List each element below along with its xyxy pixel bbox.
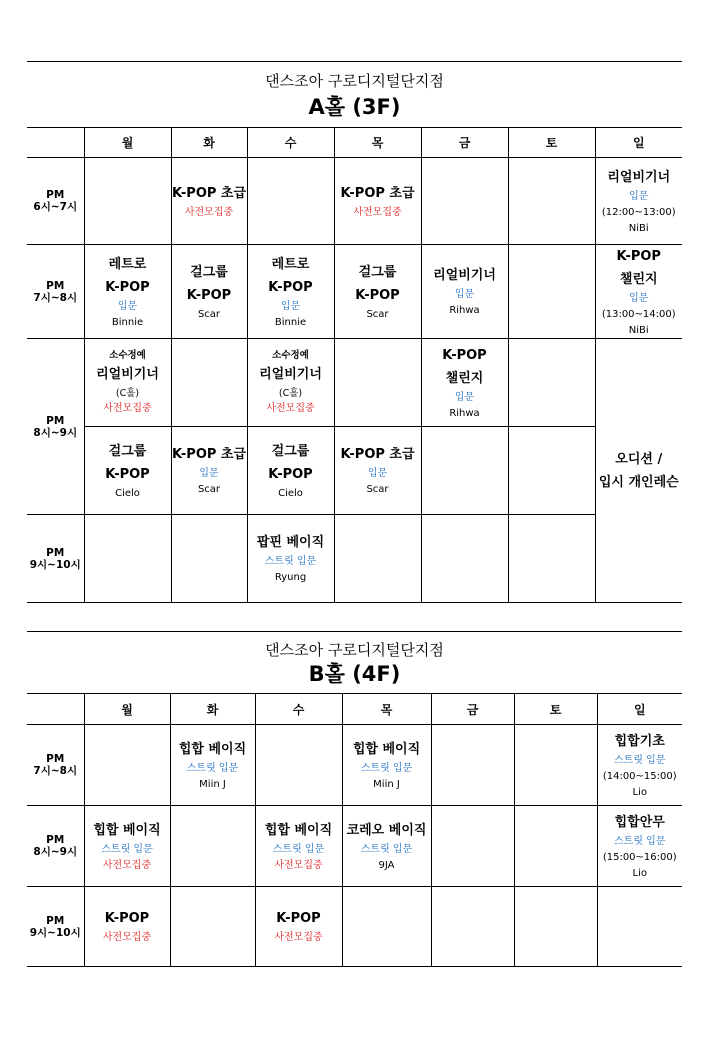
- class-cell: [247, 245, 334, 339]
- time-label-range: 8시~9시: [33, 426, 78, 439]
- time-label-range: 6시~7시: [33, 201, 78, 213]
- class-instructor: Lio: [632, 867, 647, 879]
- class-name: K-POP: [186, 287, 232, 303]
- section-b-top-rule: [27, 631, 682, 632]
- class-name: 걸그룹: [271, 443, 310, 459]
- section-b-subtitle: 댄스조아 구로디지털단지점: [265, 641, 444, 659]
- time-row: [27, 806, 682, 887]
- time-slot-cell: [27, 158, 84, 245]
- day-wed: 수: [247, 128, 334, 158]
- day-sun: 일: [597, 694, 682, 725]
- section-b-title: B홀 (4F): [308, 662, 401, 686]
- class-cell: [84, 245, 171, 339]
- empty-cell: [421, 158, 508, 245]
- class-room-note: (C홀): [115, 388, 140, 399]
- time-label-pm: PM: [46, 279, 65, 292]
- class-name: 리얼비기너: [607, 169, 671, 185]
- time-label-range: 7시~8시: [33, 765, 78, 777]
- time-label-pm: PM: [46, 834, 65, 846]
- class-name: 리얼비기너: [259, 367, 322, 382]
- class-name: 챌린지: [445, 370, 484, 386]
- class-status: 사전모집중: [274, 859, 323, 871]
- section-a-title: A홀 (3F): [308, 95, 401, 119]
- empty-cell: [597, 887, 682, 967]
- class-instructor: Lio: [632, 786, 647, 798]
- class-name: 걸그룹: [358, 264, 397, 280]
- time-row: [27, 725, 682, 806]
- class-cell: [255, 887, 342, 967]
- class-level: 스트릿 입문: [101, 843, 153, 855]
- time-label-pm: PM: [46, 414, 65, 427]
- day-sat: 토: [514, 694, 597, 725]
- class-name: 힙합기초: [614, 733, 665, 749]
- empty-cell: [508, 245, 595, 339]
- time-slot-cell: [27, 515, 84, 603]
- class-cell: [171, 245, 247, 339]
- time-row: [27, 427, 682, 515]
- class-name: K-POP: [616, 248, 661, 264]
- class-cell: [342, 806, 431, 887]
- class-instructor: Binnie: [274, 316, 307, 328]
- class-instructor: Scar: [197, 484, 221, 495]
- empty-cell: [431, 725, 514, 806]
- class-level: 스트릿 입문: [272, 843, 325, 855]
- time-slot-cell: [27, 806, 84, 887]
- day-fri: 금: [421, 128, 508, 158]
- class-level: 스트릿 입문: [360, 762, 413, 774]
- time-slot-cell: [27, 725, 84, 806]
- class-name: K-POP: [442, 347, 487, 363]
- class-name: 걸그룹: [190, 264, 228, 280]
- time-slot-cell: [27, 887, 84, 967]
- class-cell: [595, 158, 682, 245]
- class-level: 입문: [454, 391, 475, 403]
- class-cell: [597, 725, 682, 806]
- class-level: 스트릿 입문: [264, 556, 317, 567]
- class-name: K-POP 초급: [171, 447, 247, 462]
- class-time: (12:00~13:00): [601, 206, 676, 218]
- corner-cell: [27, 128, 84, 158]
- class-level: 입문: [280, 300, 301, 312]
- class-level: 입문: [367, 468, 388, 479]
- class-cell: [171, 158, 247, 245]
- class-instructor: 9JA: [378, 859, 395, 871]
- time-label-range: 9시~10시: [29, 926, 81, 939]
- time-row: [27, 887, 682, 967]
- day-header-row: [27, 128, 682, 158]
- class-level: 입문: [454, 289, 475, 300]
- class-cell: [334, 158, 421, 245]
- time-label-range: 7시~8시: [33, 291, 78, 304]
- empty-cell: [171, 339, 247, 427]
- section-b-hall: [27, 630, 682, 975]
- class-status: 사전모집중: [184, 206, 234, 218]
- class-level: 입문: [117, 300, 138, 312]
- day-tue: 화: [170, 694, 255, 725]
- class-name: 리얼비기너: [96, 367, 159, 382]
- class-instructor: Rihwa: [449, 407, 480, 419]
- class-instructor: Scar: [197, 308, 221, 320]
- empty-cell: [84, 725, 170, 806]
- empty-cell: [334, 339, 421, 427]
- time-label-range: 8시~9시: [33, 846, 78, 858]
- class-name: K-POP: [104, 911, 150, 926]
- class-instructor: Cielo: [115, 487, 140, 499]
- class-name: K-POP: [105, 279, 150, 295]
- class-cell: [247, 339, 334, 427]
- class-cell: [84, 887, 170, 967]
- class-status: 사전모집중: [102, 932, 152, 943]
- class-cell: [170, 725, 255, 806]
- class-name: 걸그룹: [108, 443, 147, 459]
- class-name: 리얼비기너: [433, 268, 496, 283]
- empty-cell: [431, 887, 514, 967]
- class-cell: [597, 806, 682, 887]
- class-instructor: Miin J: [373, 778, 400, 790]
- class-cell: [421, 339, 508, 427]
- class-cell: [171, 427, 247, 515]
- time-label-pm: PM: [46, 753, 65, 765]
- time-label-pm: PM: [46, 546, 65, 559]
- section-a-hall: [27, 0, 682, 610]
- class-name: K-POP 초급: [171, 185, 247, 201]
- time-slot-cell: [27, 245, 84, 339]
- empty-cell: [171, 515, 247, 603]
- class-time: (13:00~14:00): [601, 308, 676, 320]
- class-level: 스트릿 입문: [360, 843, 413, 855]
- class-status: 사전모집중: [102, 859, 152, 871]
- day-header-row: [27, 694, 682, 725]
- class-cell: [84, 806, 170, 887]
- time-row: [27, 339, 682, 427]
- class-instructor: NiBi: [628, 324, 649, 336]
- corner-cell: [27, 694, 84, 725]
- class-name: K-POP: [105, 466, 150, 482]
- day-mon: 월: [84, 694, 170, 725]
- empty-cell: [508, 515, 595, 603]
- class-name: 레트로: [108, 256, 147, 272]
- class-status: 사전모집중: [353, 206, 402, 218]
- day-thu: 목: [342, 694, 431, 725]
- class-instructor: Scar: [366, 484, 389, 495]
- empty-cell: [84, 158, 171, 245]
- empty-cell: [508, 339, 595, 427]
- empty-cell: [84, 515, 171, 603]
- class-name: 레트로: [271, 256, 310, 272]
- empty-cell: [342, 887, 431, 967]
- class-tag: 소수정예: [272, 350, 309, 361]
- empty-cell: [421, 427, 508, 515]
- class-name: K-POP: [276, 911, 321, 926]
- time-label-pm: PM: [46, 914, 65, 927]
- class-instructor: Cielo: [278, 487, 303, 499]
- time-row: [27, 158, 682, 245]
- class-cell: [247, 515, 334, 603]
- class-name: 오디션 /: [615, 451, 663, 467]
- class-room-note: (C홀): [278, 388, 303, 399]
- class-cell-audition: [595, 339, 682, 603]
- class-name: 힙합 베이직: [264, 822, 333, 838]
- empty-cell: [255, 725, 342, 806]
- section-a-top-rule: [27, 61, 682, 62]
- class-tag: 소수정예: [109, 350, 146, 361]
- class-status: 사전모집중: [103, 403, 152, 414]
- class-cell: [342, 725, 431, 806]
- class-name: K-POP 초급: [340, 447, 415, 462]
- empty-cell: [431, 806, 514, 887]
- time-label-range: 9시~10시: [29, 558, 81, 571]
- class-name: 힙합 베이직: [352, 741, 421, 757]
- day-thu: 목: [334, 128, 421, 158]
- empty-cell: [247, 158, 334, 245]
- empty-cell: [514, 887, 597, 967]
- class-cell: [334, 427, 421, 515]
- class-name: 코레오 베이직: [346, 822, 427, 838]
- class-level: 스트릿 입문: [614, 835, 666, 847]
- class-name: 챌린지: [619, 271, 658, 287]
- time-label-pm: PM: [46, 189, 65, 201]
- day-mon: 월: [84, 128, 171, 158]
- class-time: (14:00~15:00): [602, 770, 677, 782]
- empty-cell: [508, 427, 595, 515]
- empty-cell: [334, 515, 421, 603]
- class-instructor: Binnie: [111, 316, 144, 328]
- class-name: 힙합 베이직: [93, 822, 161, 838]
- class-name: K-POP: [268, 466, 313, 482]
- class-instructor: Rihwa: [449, 305, 480, 316]
- day-fri: 금: [431, 694, 514, 725]
- class-cell: [84, 339, 171, 427]
- empty-cell: [514, 806, 597, 887]
- class-name: 힙합안무: [614, 814, 665, 830]
- class-name: K-POP: [355, 287, 400, 303]
- day-sun: 일: [595, 128, 682, 158]
- class-name: K-POP 초급: [340, 185, 415, 201]
- empty-cell: [421, 515, 508, 603]
- class-instructor: NiBi: [628, 222, 649, 234]
- empty-cell: [514, 725, 597, 806]
- class-name: 입시 개인레슨: [598, 474, 679, 490]
- class-name: 팝핀 베이직: [256, 535, 325, 550]
- class-level: 입문: [629, 190, 649, 202]
- class-level: 입문: [199, 468, 219, 479]
- class-status: 사전모집중: [274, 932, 323, 943]
- class-instructor: Scar: [366, 308, 389, 320]
- class-cell: [84, 427, 171, 515]
- day-wed: 수: [255, 694, 342, 725]
- class-level: 스트릿 입문: [186, 762, 239, 774]
- schedule-table-a: [27, 127, 682, 603]
- section-a-subtitle: 댄스조아 구로디지털단지점: [265, 72, 444, 90]
- time-row: [27, 245, 682, 339]
- class-cell: [595, 245, 682, 339]
- empty-cell: [170, 806, 255, 887]
- class-cell: [255, 806, 342, 887]
- class-level: 스트릿 입문: [614, 754, 666, 766]
- empty-cell: [170, 887, 255, 967]
- class-cell: [334, 245, 421, 339]
- class-status: 사전모집중: [266, 403, 315, 414]
- class-instructor: Miin J: [199, 778, 226, 790]
- empty-cell: [508, 158, 595, 245]
- day-tue: 화: [171, 128, 247, 158]
- class-name: K-POP: [268, 279, 313, 295]
- schedule-table-b: [27, 693, 682, 967]
- day-sat: 토: [508, 128, 595, 158]
- class-instructor: Ryung: [274, 572, 307, 583]
- class-time: (15:00~16:00): [602, 851, 677, 863]
- time-row: [27, 515, 682, 603]
- class-level: 입문: [629, 292, 649, 304]
- time-slot-cell: [27, 339, 84, 515]
- class-cell: [421, 245, 508, 339]
- class-name: 힙합 베이직: [178, 741, 247, 757]
- class-cell: [247, 427, 334, 515]
